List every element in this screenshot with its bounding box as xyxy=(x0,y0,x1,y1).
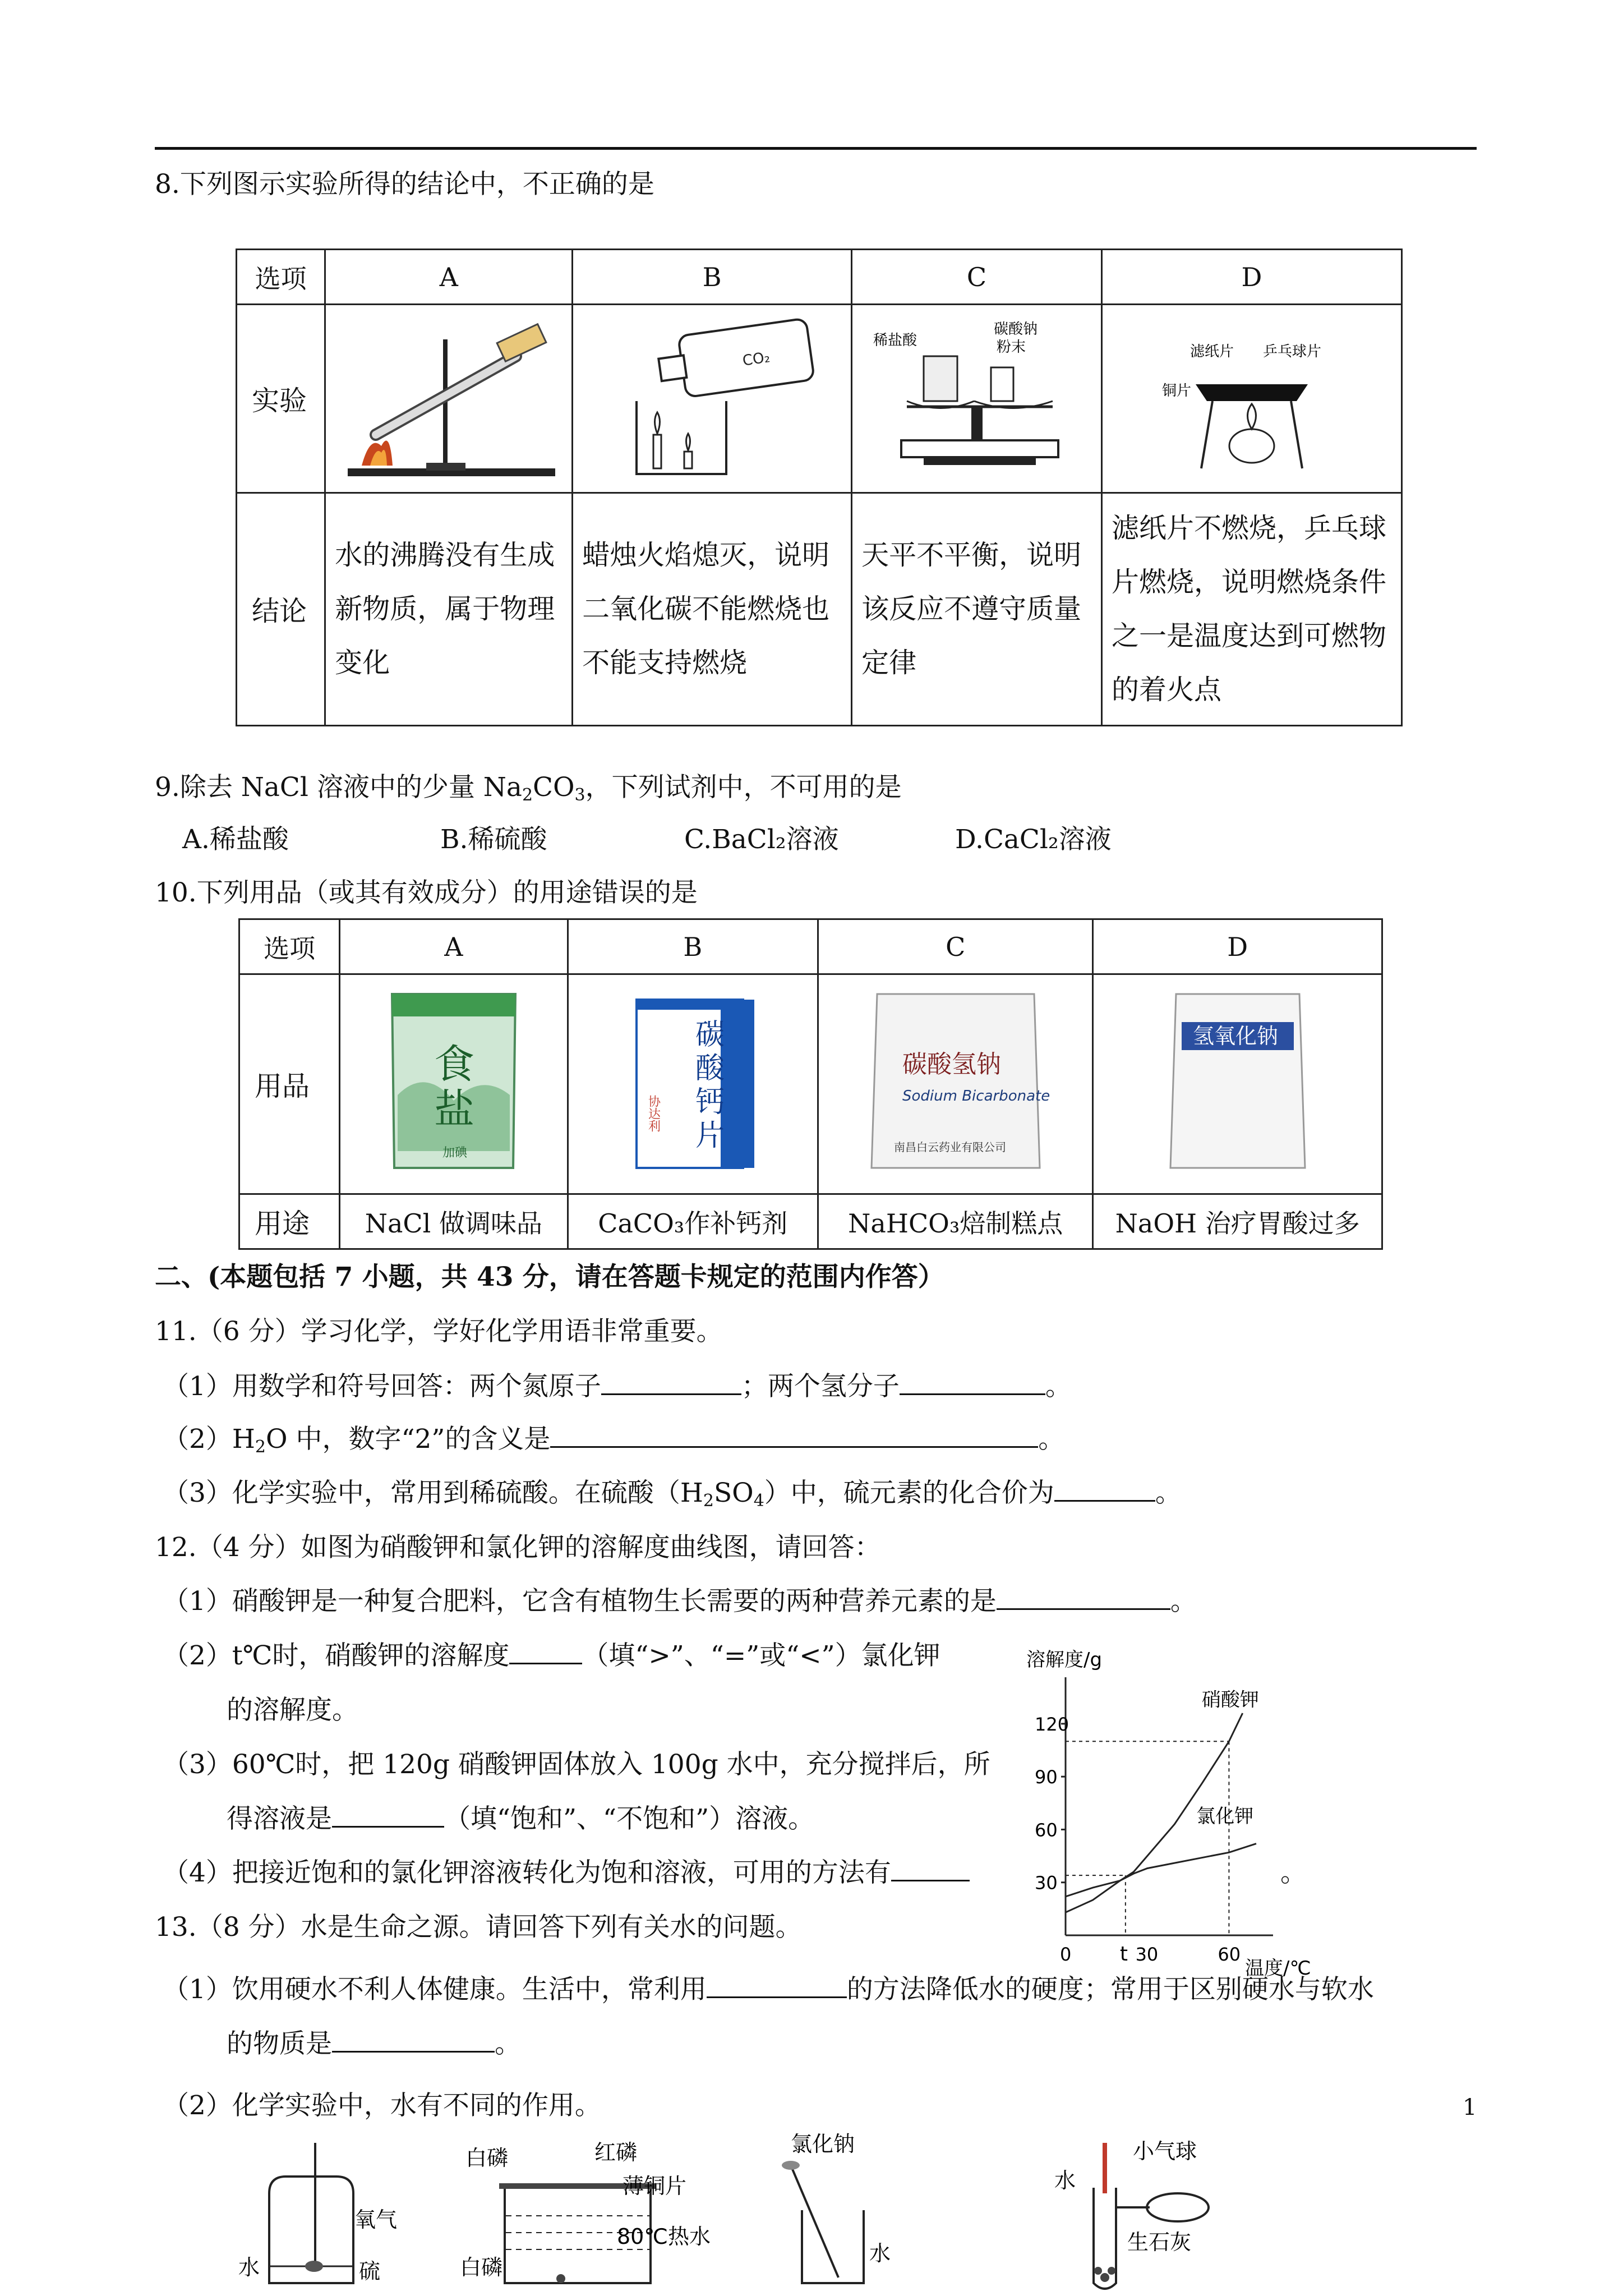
q9-option-d: D.CaCl₂溶液 xyxy=(955,824,1112,855)
fig3-water-label: 水 xyxy=(869,2241,891,2266)
fig4-water-label: 水 xyxy=(1054,2168,1076,2193)
q8-fig-a xyxy=(325,305,573,493)
q10-table xyxy=(238,918,1383,1250)
fig4-balloon-label: 小气球 xyxy=(1133,2139,1197,2164)
chart-series-label: 硝酸钾 xyxy=(1201,1688,1259,1711)
q10-use-a: NaCl 做调味品 xyxy=(340,1194,568,1249)
q12-part4-text-a: （4）把接近饱和的氯化钾溶液转化为饱和溶液，可用的方法有 xyxy=(163,1857,891,1888)
q11-blank-2[interactable] xyxy=(900,1371,1045,1395)
chart-y-tick-label: 60 xyxy=(1035,1819,1058,1841)
q8-conclusion-c: 天平不平衡，说明该反应不遵守质量定律 xyxy=(852,493,1102,726)
fig2-white-p-bottom-label: 白磷 xyxy=(460,2255,503,2280)
q8-header-d: D xyxy=(1101,250,1401,305)
baking-soda-maker: 南昌白云药业有限公司 xyxy=(893,1140,1006,1154)
pingpong-label: 乒乓球片 xyxy=(1262,343,1321,360)
q8-header-a: A xyxy=(325,250,573,305)
q13-part1-text-b: 的方法降低水的硬度；常用于区别硬水与软水 xyxy=(846,1974,1374,2005)
fig1-sulfur-label: 硫 xyxy=(359,2259,381,2284)
chart-x-tick-label: 0 xyxy=(1060,1944,1072,1965)
q9-stem xyxy=(155,771,902,806)
q12-part1-text-b: 。 xyxy=(1170,1586,1197,1617)
chart-y-tick-label: 30 xyxy=(1035,1872,1058,1894)
q13-blank-2[interactable] xyxy=(332,2028,495,2053)
q12-part2 xyxy=(163,1640,940,1673)
q8-row-conclusion-label: 结论 xyxy=(237,493,325,726)
q9-stem-part-a: 9.除去 NaCl 溶液中的少量 Na xyxy=(155,772,522,803)
q11-part3-text-b: SO xyxy=(713,1478,754,1508)
q8-stem: 8.下列图示实验所得的结论中，不正确的是 xyxy=(155,169,654,200)
q13-part1-text-c: 的物质是 xyxy=(227,2028,332,2059)
q10-header-option: 选项 xyxy=(239,919,340,974)
q11-part2-text-c: 。 xyxy=(1038,1424,1065,1455)
q10-row-item-label: 用品 xyxy=(239,974,340,1194)
q11-part2-text-b: O 中，数字“2”的含义是 xyxy=(265,1424,551,1455)
q10-item-a xyxy=(340,974,568,1194)
q8-conclusion-a: 水的沸腾没有生成新物质，属于物理变化 xyxy=(325,493,573,726)
boiling-water-apparatus-image xyxy=(331,306,566,485)
q10-header-c: C xyxy=(818,919,1093,974)
chart-y-tick-label: 90 xyxy=(1035,1766,1058,1788)
q13-part1-text-d: 。 xyxy=(495,2028,521,2059)
calcium-char-3: 钙 xyxy=(695,1085,725,1119)
chart-series-label: 氯化钾 xyxy=(1196,1805,1254,1828)
salt-iodized-label: 加碘 xyxy=(442,1146,467,1160)
fig2-hot-water-label: 80℃热水 xyxy=(617,2224,711,2249)
q13-part1 xyxy=(163,1973,1374,2007)
salt-bag-image xyxy=(381,983,527,1179)
q11-part3-sub2: 4 xyxy=(753,1491,764,1511)
calcium-char-4: 片 xyxy=(695,1119,725,1153)
q11-part3-sub1: 2 xyxy=(703,1491,714,1511)
q10-header-d: D xyxy=(1093,919,1382,974)
chart-x-tick-label: t xyxy=(1119,1943,1128,1966)
q9-stem-sub2: 3 xyxy=(574,785,585,805)
q12-part3-text-c: （填“饱和”、“不饱和”）溶液。 xyxy=(444,1803,815,1834)
q8-fig-c xyxy=(852,305,1102,493)
co2-candle-image xyxy=(592,306,833,485)
naoh-title: 氢氧化钠 xyxy=(1192,1024,1278,1048)
q12-part1 xyxy=(163,1585,1197,1618)
co2-label: CO₂ xyxy=(741,349,771,370)
copper-sheet-label: 铜片 xyxy=(1161,383,1191,399)
q12-part4 xyxy=(163,1857,970,1890)
calcium-brand: 协达利 xyxy=(646,1095,661,1132)
baking-soda-english: Sodium Bicarbonate xyxy=(902,1088,1050,1105)
powder-label: 粉末 xyxy=(996,339,1026,356)
q11-blank-3[interactable] xyxy=(550,1424,1038,1448)
calcium-char-2: 酸 xyxy=(695,1052,725,1085)
solubility-chart xyxy=(1021,1649,1312,1980)
q8-header-c: C xyxy=(852,250,1102,305)
q8-header-b: B xyxy=(573,250,852,305)
fig3-nacl-label: 氯化钠 xyxy=(791,2132,855,2156)
chart-xlabel: 温度/℃ xyxy=(1245,1957,1311,1980)
q8-header-option: 选项 xyxy=(237,250,325,305)
q9-option-b: B.稀硫酸 xyxy=(440,824,547,855)
header-rule xyxy=(155,147,1477,150)
balance-experiment-image xyxy=(856,306,1098,485)
calcium-box-image xyxy=(620,983,766,1179)
q11-part2-sub: 2 xyxy=(255,1437,266,1457)
combustion-condition-image xyxy=(1112,306,1392,485)
q13-stem: 13.（8 分）水是生命之源。请回答下列有关水的问题。 xyxy=(155,1912,802,1943)
q8-fig-b xyxy=(573,305,852,493)
chart-ylabel: 溶解度/g xyxy=(1026,1649,1103,1671)
q10-item-d xyxy=(1093,974,1382,1194)
q10-use-c: NaHCO₃焙制糕点 xyxy=(818,1194,1093,1249)
q10-use-d: NaOH 治疗胃酸过多 xyxy=(1093,1194,1382,1249)
q10-use-b: CaCO₃作补钙剂 xyxy=(568,1194,818,1249)
salt-char-1: 食 xyxy=(434,1041,474,1088)
q12-part3: （3）60℃时，把 120g 硝酸钾固体放入 100g 水中，充分搅拌后，所 xyxy=(163,1749,990,1780)
q10-header-b: B xyxy=(568,919,818,974)
q10-stem: 10.下列用品（或其有效成分）的用途错误的是 xyxy=(155,877,698,908)
q11-part1-text-a: （1）用数学和符号回答：两个氮原子 xyxy=(163,1371,601,1402)
q11-blank-4[interactable] xyxy=(1054,1478,1155,1502)
q9-stem-sub1: 2 xyxy=(522,785,533,805)
chart-x-tick-label: 60 xyxy=(1218,1944,1241,1965)
q10-item-c xyxy=(818,974,1093,1194)
q13-blank-1[interactable] xyxy=(707,1974,847,1998)
chart-y-tick-label: 120 xyxy=(1035,1713,1069,1735)
fig2-white-p-top-label: 白磷 xyxy=(465,2146,509,2170)
q12-part2-text-b: （填“>”、“=”或“<”）氯化钾 xyxy=(582,1640,940,1671)
q8-row-experiment-label: 实验 xyxy=(237,305,325,493)
naoh-bag-image xyxy=(1137,983,1339,1179)
q8-conclusion-d: 滤纸片不燃烧，乒乓球片燃烧，说明燃烧条件之一是温度达到可燃物的着火点 xyxy=(1101,493,1401,726)
q11-part2-text-a: （2）H xyxy=(163,1424,255,1455)
q12-blank-3[interactable] xyxy=(332,1803,444,1828)
calcium-char-1: 碳 xyxy=(695,1018,725,1052)
q11-part3-text-d: 。 xyxy=(1155,1478,1182,1508)
q8-fig-d xyxy=(1101,305,1401,493)
q12-blank-1[interactable] xyxy=(997,1586,1170,1610)
baking-soda-bag-image xyxy=(855,983,1057,1179)
q10-header-a: A xyxy=(340,919,568,974)
fig1-water-label: 水 xyxy=(238,2255,260,2280)
fig2-copper-label: 薄铜片 xyxy=(623,2174,687,2198)
q11-blank-1[interactable] xyxy=(601,1371,741,1395)
baking-soda-title: 碳酸氢钠 xyxy=(902,1050,1001,1079)
q13-part1-cont xyxy=(227,2028,521,2061)
q8-conclusion-b: 蜡烛火焰熄灭，说明二氧化碳不能燃烧也不能支持燃烧 xyxy=(573,493,852,726)
q12-stem: 12.（4 分）如图为硝酸钾和氯化钾的溶解度曲线图，请回答： xyxy=(155,1532,881,1563)
q12-part4-end: 。 xyxy=(1280,1857,1307,1888)
q11-part3-text-c: ）中，硫元素的化合价为 xyxy=(764,1478,1054,1508)
q11-part3-text-a: （3）化学实验中，常用到稀硫酸。在硫酸（H xyxy=(163,1478,703,1508)
fig2-red-p-label: 红磷 xyxy=(594,2140,638,2165)
q11-part1 xyxy=(163,1370,1072,1404)
q12-blank-4[interactable] xyxy=(891,1857,970,1881)
q13-part1-text-a: （1）饮用硬水不利人体健康。生活中，常利用 xyxy=(163,1974,707,2005)
chart-series-line xyxy=(1066,1844,1256,1897)
q11-part1-text-c: 。 xyxy=(1045,1371,1072,1402)
q12-blank-2[interactable] xyxy=(509,1640,582,1664)
hcl-label: 稀盐酸 xyxy=(873,332,917,349)
filter-paper-label: 滤纸片 xyxy=(1189,343,1234,360)
q11-part1-text-b: ；两个氢分子 xyxy=(741,1371,900,1402)
section-2-heading: 二、(本题包括 7 小题，共 43 分，请在答题卡规定的范围内作答） xyxy=(155,1262,944,1292)
q10-row-use-label: 用途 xyxy=(239,1194,340,1249)
page-number: 1 xyxy=(1463,2095,1477,2120)
q12-part2-text-a: （2）t℃时，硝酸钾的溶解度 xyxy=(163,1640,510,1671)
q12-part3-cont xyxy=(227,1803,814,1836)
chart-x-tick-label: 30 xyxy=(1135,1944,1159,1965)
water-role-figures xyxy=(230,2132,1352,2296)
q9-option-a: A.稀盐酸 xyxy=(182,824,289,855)
salt-char-2: 盐 xyxy=(434,1085,474,1133)
q11-stem: 11.（6 分）学习化学，学好化学用语非常重要。 xyxy=(155,1316,723,1347)
q12-part3-text-b: 得溶液是 xyxy=(227,1803,332,1834)
q9-stem-part-c: ，下列试剂中，不可用的是 xyxy=(585,772,902,803)
q13-part2: （2）化学实验中，水有不同的作用。 xyxy=(163,2090,601,2121)
na2co3-label: 碳酸钠 xyxy=(993,321,1038,338)
fig1-oxygen-label: 氧气 xyxy=(354,2207,398,2232)
q9-stem-part-b: CO xyxy=(533,772,575,803)
q8-table xyxy=(236,249,1403,726)
q12-part2-cont: 的溶解度。 xyxy=(227,1695,358,1726)
q10-item-b xyxy=(568,974,818,1194)
q9-option-c: C.BaCl₂溶液 xyxy=(684,824,839,855)
fig4-quicklime-label: 生石灰 xyxy=(1127,2230,1192,2254)
q11-part3 xyxy=(163,1477,1182,1512)
q11-part2 xyxy=(163,1423,1064,1458)
q12-part1-text-a: （1）硝酸钾是一种复合肥料，它含有植物生长需要的两种营养元素的是 xyxy=(163,1586,997,1617)
